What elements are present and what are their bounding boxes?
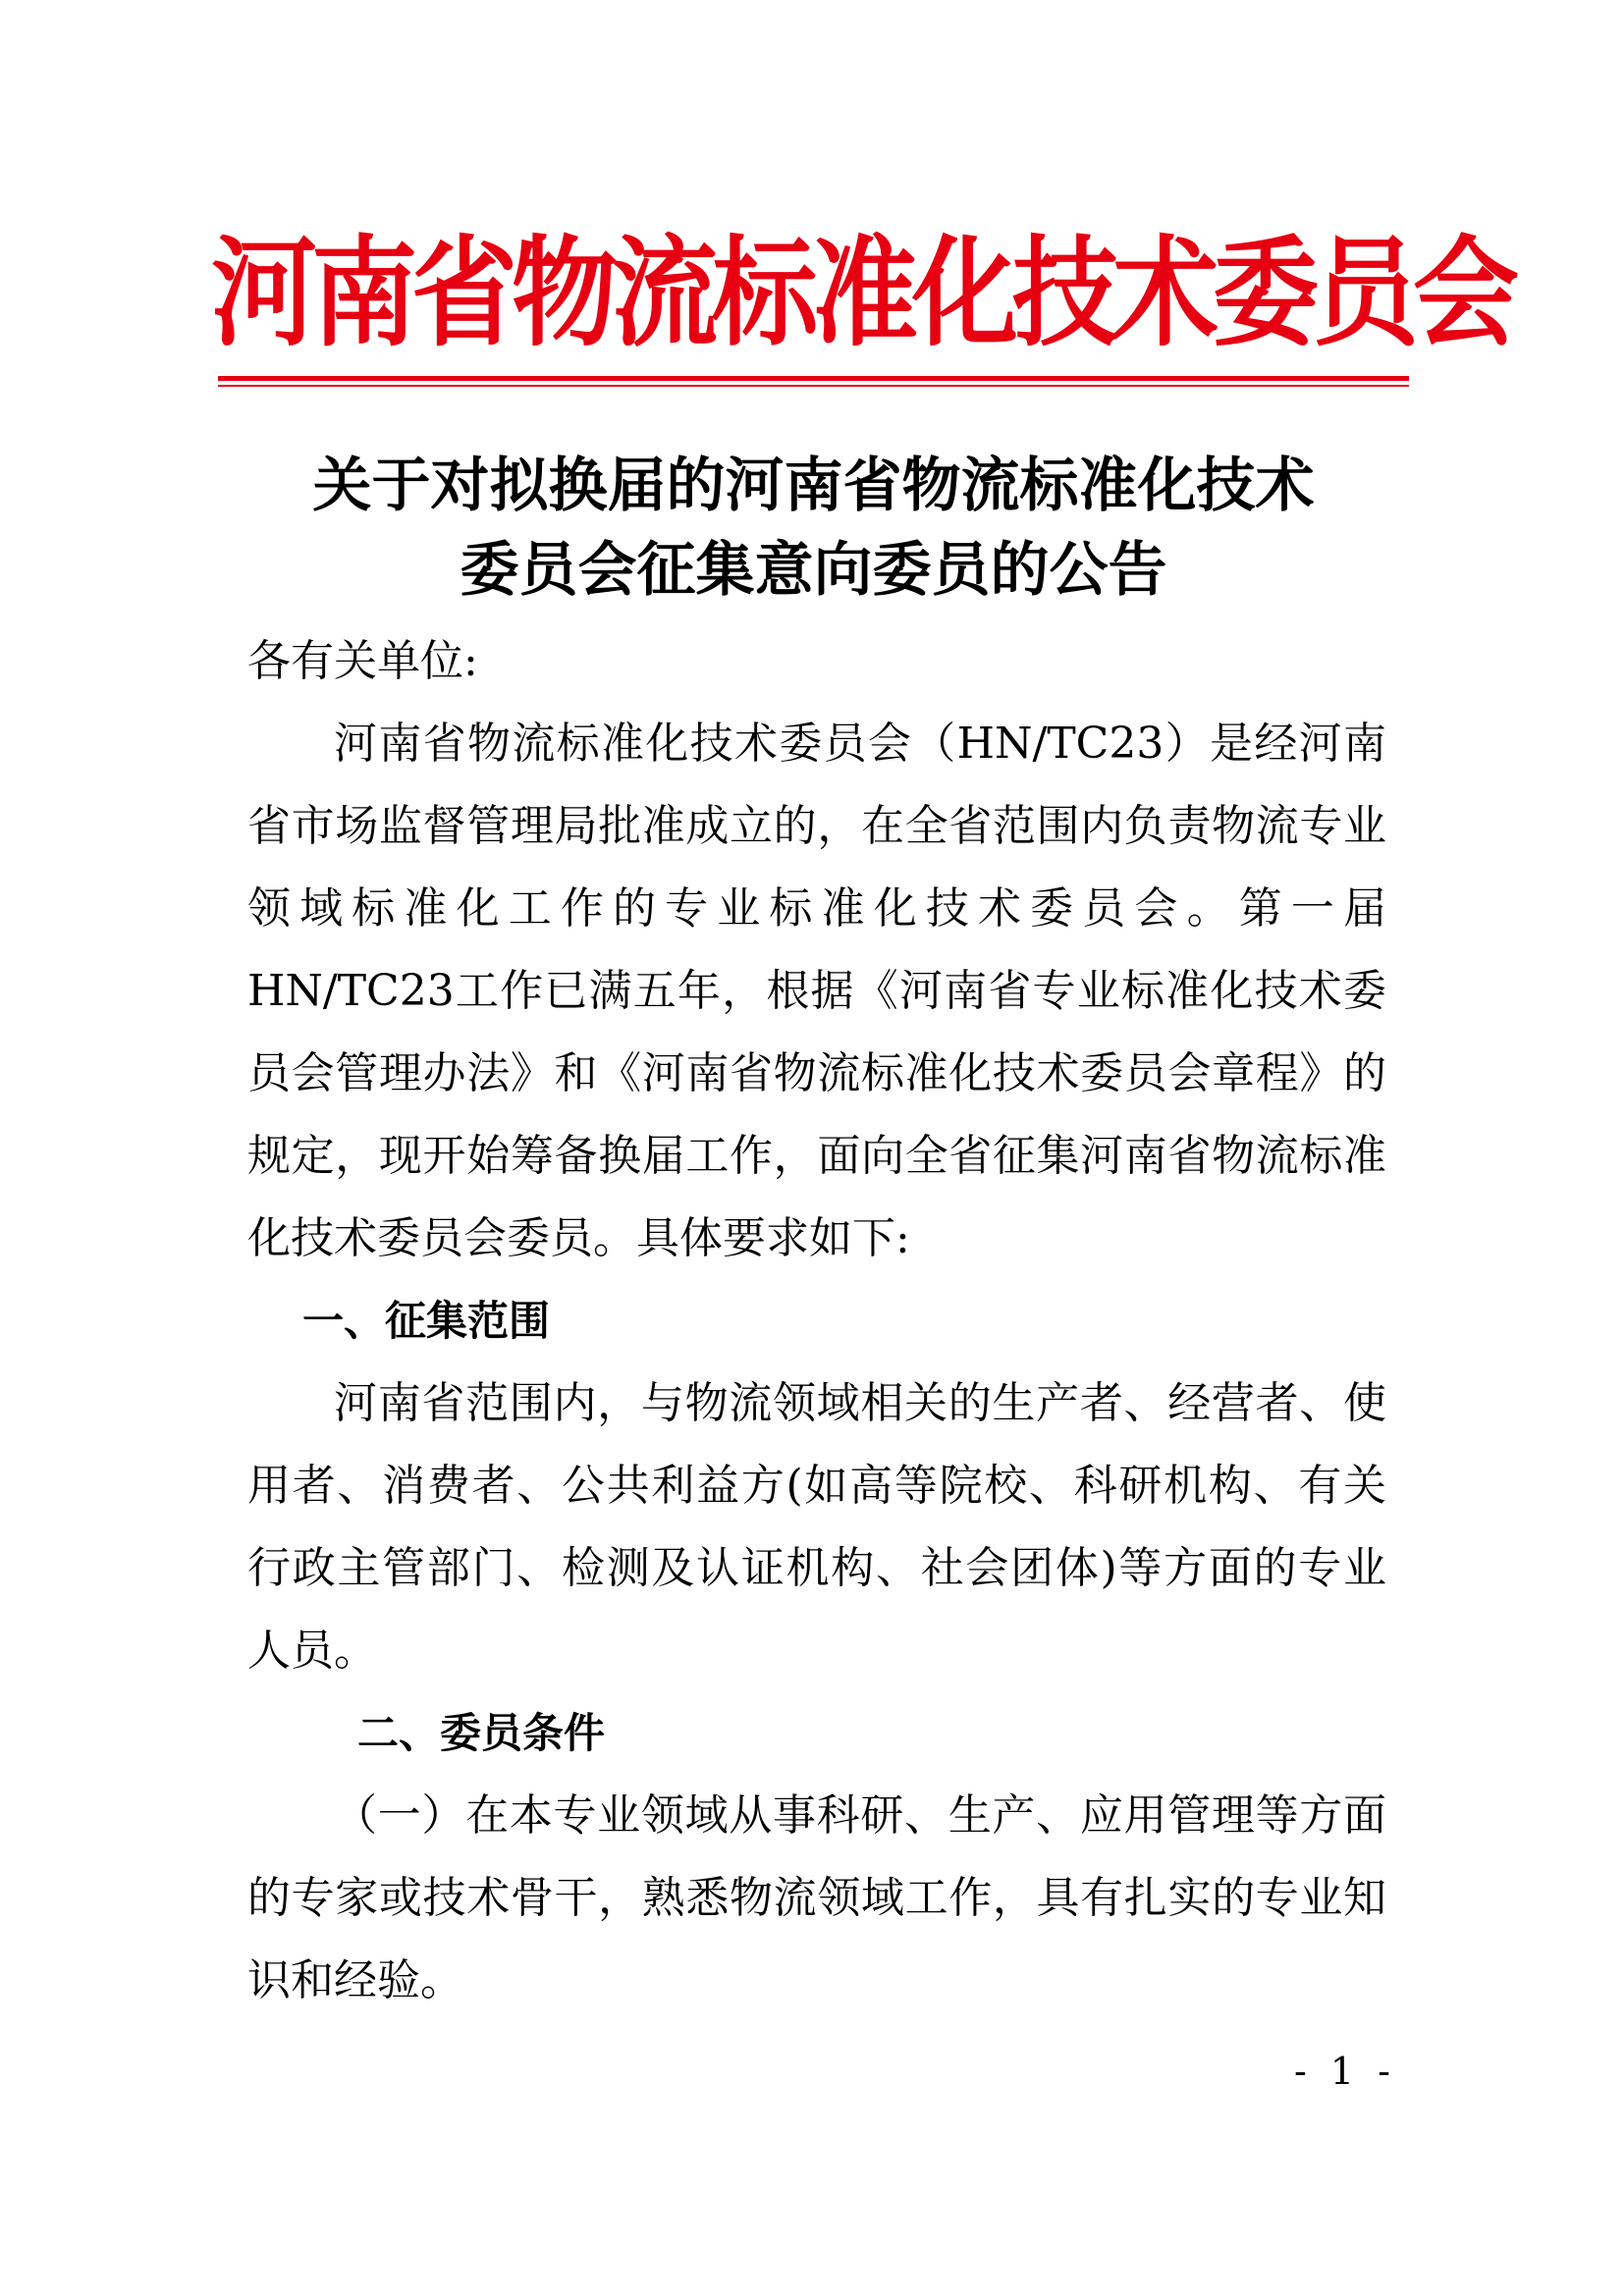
organization-name: 河南省物流标准化技术委员会 [211, 225, 1514, 363]
document-body [247, 620, 1386, 2022]
section-1-heading: 一、征集范围 [302, 1297, 551, 1345]
page-number: - 1 - [1293, 2050, 1396, 2093]
letterhead [211, 216, 1514, 373]
letterhead-rule-thick [218, 376, 1409, 381]
intro-paragraph: 河南省物流标准化技术委员会（HN/TC23）是经河南省市场监督管理局批准成立的，在全省范围内负责物流专业领域标准化工作的专业标准化技术委员会。第一届HN/TC23工作已满五年，根据《河南省专业标准化技术委员会管理办法》和《河南省物流标准化技术委员会章程》的规定，现开始筹备换届工作，面向全省征集河南省物流标准化技术委员会委员。具体要求如下: [247, 719, 1386, 1263]
section-1-body: 河南省范围内，与物流领域相关的生产者、经营者、使用者、消费者、公共利益方(如高等院校、科研机构、有关行政主管部门、检测及认证机构、社会团体)等方面的专业人员。 [247, 1378, 1386, 1676]
document-title-line-1: 关于对拟换届的河南省物流标准化技术 [312, 452, 1315, 520]
section-2-item-1: （一）在本专业领域从事科研、生产、应用管理等方面的专家或技术骨干，熟悉物流领域工作，具有扎实的专业知识和经验。 [247, 1790, 1386, 2005]
document-title-line-2: 委员会征集意向委员的公告 [460, 536, 1167, 605]
letterhead-rule-thin [218, 385, 1409, 387]
section-2-heading: 二、委员条件 [357, 1709, 606, 1757]
salutation: 各有关单位: [247, 636, 478, 686]
